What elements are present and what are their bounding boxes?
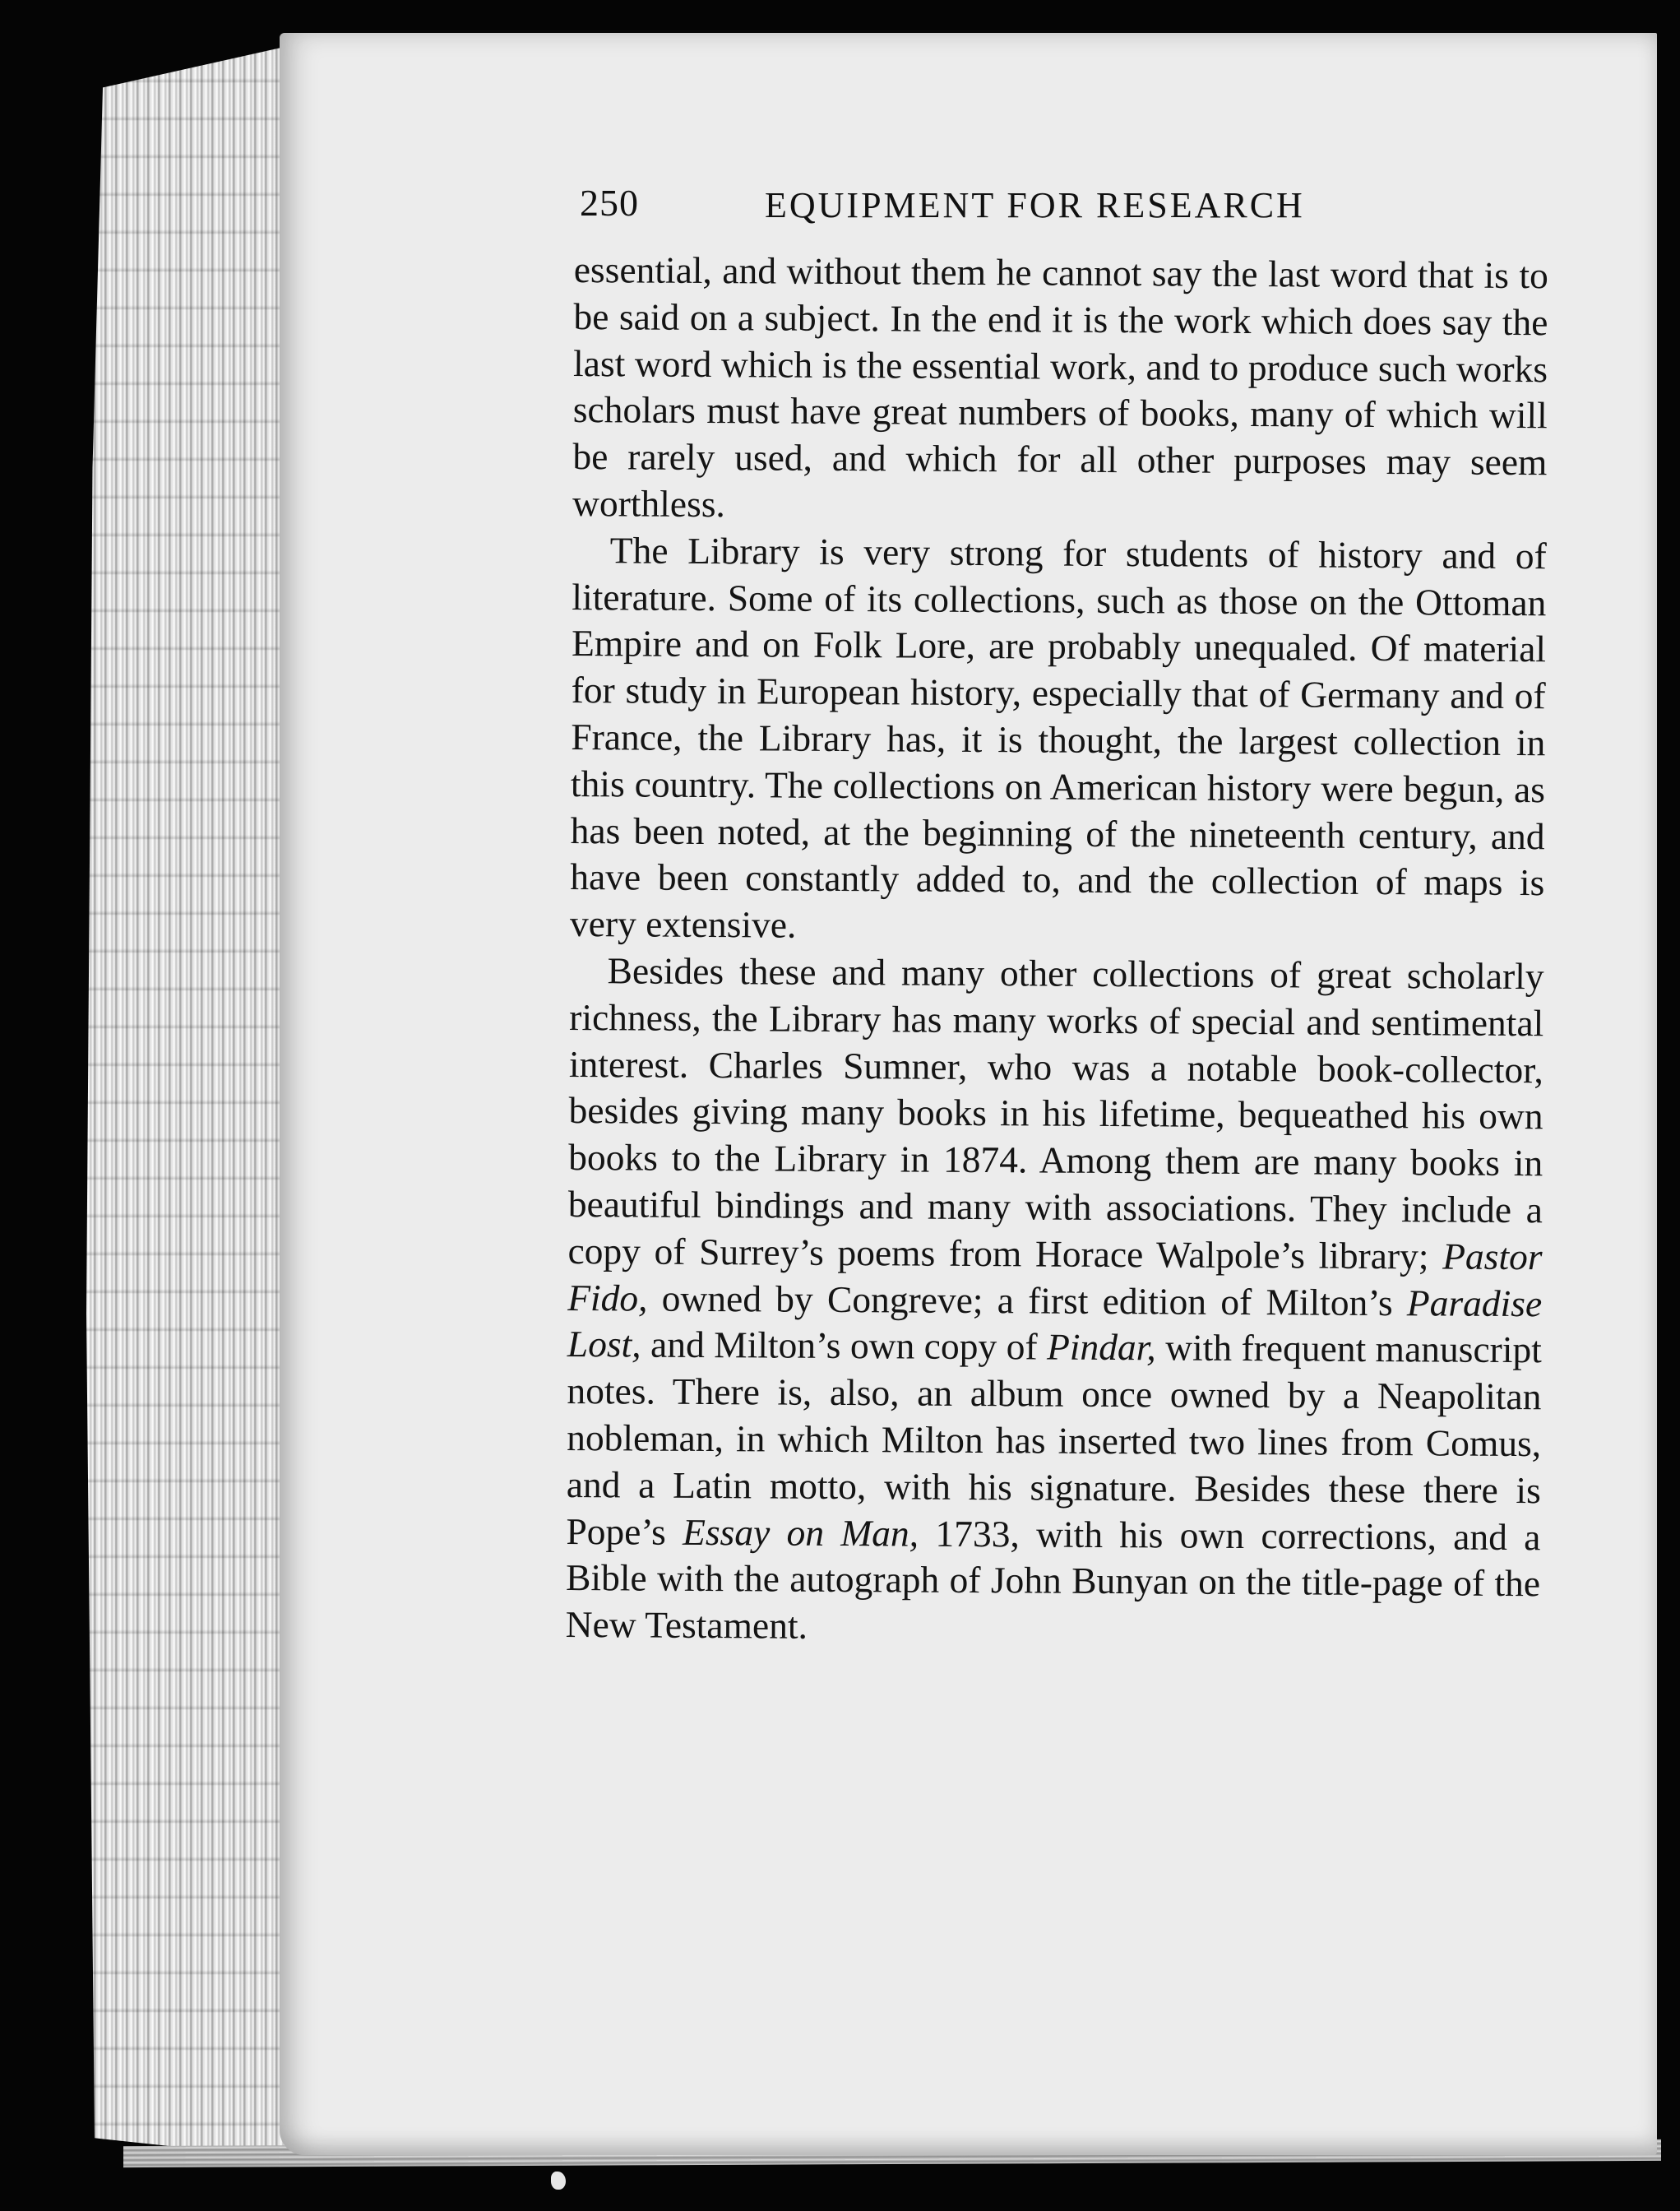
book-title-pindar: Pindar, xyxy=(1046,1325,1156,1369)
scan-artifact xyxy=(551,2172,566,2190)
paragraph-text: and Milton’s own copy of xyxy=(641,1323,1048,1368)
paragraph-special-interest xyxy=(566,948,1544,1654)
paragraph-text: essential, and without them he cannot say the last word that is to be said on a subject. In the end it is the work which does say the last word which is the essential work, and to produce such works scholars must have great numbers of books, many of which will be rarely used, and which for all other purposes may seem worthless. xyxy=(572,248,1548,526)
paragraph-continued xyxy=(572,247,1548,533)
page-number: 250 xyxy=(580,182,639,224)
paragraph-text: The Library is very strong for students of history and of literature. Some of its collections, such as those on the Ottoman Empire and on Folk Lore, are probably unequaled. Of material for study in European history, especially that of Germany and of France, the Library has, it is thought, the largest collection in this country. The collections on American history were begun, as has been noted, at the beginning of the nineteenth century, and have been constantly added to, and the collection of maps is very extensive. xyxy=(569,529,1547,946)
running-head xyxy=(580,173,1616,239)
paragraph-text: with frequent manuscript notes. There is, also, an album once owned by a Neapolitan nobleman, in which Milton has inserted two lines from Comus, and a Latin motto, with his signature. Besides these there is Pope’s xyxy=(566,1326,1542,1553)
book-title-paradise-lost: Paradise Lost, xyxy=(567,1281,1543,1365)
paragraph-text: owned by Congreve; a first edition of Milton’s xyxy=(647,1277,1408,1323)
book-title-pastor-fido: Pastor Fido, xyxy=(567,1235,1543,1319)
book-title-essay-on-man: Essay on Man, xyxy=(682,1510,919,1555)
paragraph-text: 1733, with his own corrections, and a Bible with the autograph of John Bunyan on the title-page of the New Testament. xyxy=(565,1512,1541,1647)
body-text xyxy=(566,247,1548,1654)
running-head-title: EQUIPMENT FOR RESEARCH xyxy=(765,185,1305,225)
paragraph-history-literature xyxy=(570,527,1547,953)
book-page-edges xyxy=(86,45,292,2159)
paragraph-text: Besides these and many other collections of great scholarly richness, the Library has many works of special and sentimental interest. Charles Sumner, who was a notable book-collector, besides giving many books in his lifetime, bequeathed his own books to the Library in 1874. Among them are many books in beautiful bindings and many with associations. They include a copy of Surrey’s poems from Horace Walpole’s library; xyxy=(567,949,1544,1277)
